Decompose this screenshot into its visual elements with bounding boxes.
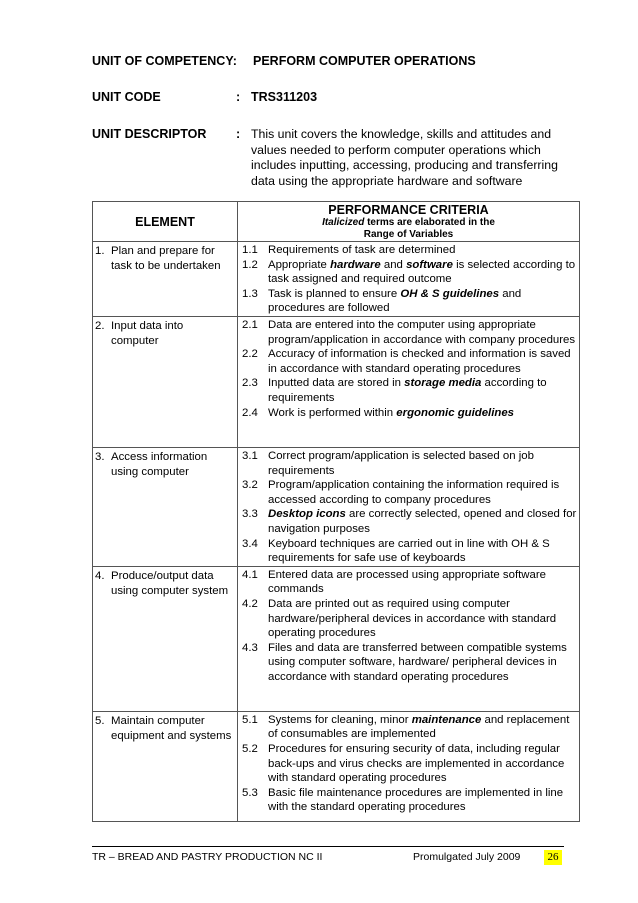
criterion-text xyxy=(268,478,577,507)
table-body xyxy=(93,242,580,822)
element-text: Input data into computer xyxy=(111,319,184,347)
criteria-header-title: PERFORMANCE CRITERIA xyxy=(328,203,489,217)
criterion-number: 2.4 xyxy=(242,406,258,419)
element-number: 2. xyxy=(95,319,105,332)
criterion-text xyxy=(268,287,577,316)
criterion-text xyxy=(268,406,577,421)
element-number: 1. xyxy=(95,245,105,257)
criterion-item xyxy=(242,597,577,641)
criterion-number: 5.2 xyxy=(242,742,258,755)
performance-criteria-table xyxy=(92,201,580,822)
element-number: 3. xyxy=(95,450,105,463)
element-cell xyxy=(93,711,238,821)
table-row xyxy=(93,711,580,821)
table-row xyxy=(93,566,580,711)
criterion-item xyxy=(242,287,577,316)
criterion-number: 1.2 xyxy=(242,258,258,271)
criterion-item xyxy=(242,406,577,421)
criterion-item xyxy=(242,568,577,597)
criterion-text-part: Systems for cleaning, minor xyxy=(268,713,412,726)
criteria-cell xyxy=(238,566,580,711)
criterion-number: 1.1 xyxy=(242,244,258,256)
criterion-item xyxy=(242,449,577,478)
criteria-column-header xyxy=(238,202,580,242)
range-of-variables-term: storage media xyxy=(404,377,482,390)
header-unit-code-colon: : xyxy=(236,90,241,104)
criterion-text-part: is selected according to task assigned and required outcome xyxy=(268,258,576,286)
criterion-number: 2.3 xyxy=(242,377,258,390)
criteria-cell xyxy=(238,711,580,821)
criterion-text xyxy=(268,449,577,478)
criterion-text xyxy=(268,376,577,405)
element-text: Produce/output data using computer system xyxy=(111,569,229,597)
element-text: Maintain computer equipment and systems xyxy=(111,714,232,742)
page-number: 26 xyxy=(544,850,562,865)
element-text: Access information using computer xyxy=(111,450,208,478)
criterion-item xyxy=(242,347,577,376)
criterion-number: 4.3 xyxy=(242,641,258,654)
criterion-number: 3.2 xyxy=(242,479,258,492)
criterion-text-part: according to requirements xyxy=(268,377,547,404)
criterion-item xyxy=(242,507,577,536)
criterion-text-part: Accuracy of information is checked and information is saved in accordance with standard operating procedures xyxy=(268,348,571,375)
element-cell xyxy=(93,316,238,447)
criterion-text xyxy=(268,742,577,786)
criterion-text xyxy=(268,507,577,536)
criterion-text-part: Inputted data are stored in xyxy=(268,377,405,390)
header-unit-descriptor-colon: : xyxy=(236,127,241,141)
criterion-text xyxy=(268,597,577,641)
element-number: 4. xyxy=(95,569,105,582)
footer-rule xyxy=(92,846,564,847)
criterion-text xyxy=(268,318,577,347)
header-competency-label: UNIT OF COMPETENCY: xyxy=(92,54,237,68)
range-of-variables-term: software xyxy=(406,258,453,271)
range-of-variables-term: OH & S guidelines xyxy=(400,287,500,300)
criterion-text-part: are correctly selected, opened and closed for navigation purposes xyxy=(268,508,577,535)
criterion-item xyxy=(242,786,577,815)
criterion-text-part: Procedures for ensuring security of data, including regular back-ups and virus checks are implemented in accordance with standard operating procedures xyxy=(268,742,565,785)
header-unit-descriptor-label: UNIT DESCRIPTOR xyxy=(92,127,207,141)
header-competency-value: PERFORM COMPUTER OPERATIONS xyxy=(253,54,476,68)
range-of-variables-term: Desktop icons xyxy=(268,508,346,521)
criteria-header-note-line2: Range of Variables xyxy=(363,229,454,240)
criterion-number: 5.3 xyxy=(242,786,258,799)
criteria-cell xyxy=(238,316,580,447)
element-number: 5. xyxy=(95,714,105,727)
range-of-variables-term: hardware xyxy=(330,258,381,271)
element-cell xyxy=(93,447,238,566)
criterion-text-part: Program/application containing the information required is accessed according to company procedures xyxy=(268,479,560,506)
criterion-text-part: Correct program/application is selected based on job requirements xyxy=(268,449,534,477)
footer-title: TR – BREAD AND PASTRY PRODUCTION NC II xyxy=(92,851,323,863)
criterion-text xyxy=(268,258,577,287)
criterion-number: 4.1 xyxy=(242,568,258,581)
table-header-row xyxy=(93,202,580,242)
header-unit-code-label: UNIT CODE xyxy=(92,90,161,104)
criterion-item xyxy=(242,318,577,347)
element-cell xyxy=(93,566,238,711)
criterion-text-part: Requirements of task are determined xyxy=(268,244,456,256)
element-header-text: ELEMENT xyxy=(135,214,195,229)
header-unit-code-value: TRS311203 xyxy=(251,90,318,104)
criterion-text xyxy=(268,713,577,742)
criterion-item xyxy=(242,243,577,258)
criterion-item xyxy=(242,641,577,685)
criterion-text-part: and xyxy=(380,258,407,271)
criterion-text xyxy=(268,243,577,258)
criterion-number: 2.2 xyxy=(242,348,258,361)
element-item xyxy=(93,317,237,349)
range-of-variables-term: ergonomic guidelines xyxy=(396,406,515,419)
criterion-item xyxy=(242,537,577,566)
criteria-cell xyxy=(238,242,580,317)
criterion-number: 2.1 xyxy=(242,318,258,331)
criterion-text xyxy=(268,641,577,685)
criterion-item xyxy=(242,742,577,786)
range-of-variables-term: maintenance xyxy=(411,713,482,726)
element-cell xyxy=(93,242,238,317)
criterion-text-part: Data are printed out as required using computer hardware/peripheral devices in accordance with standard operating procedures xyxy=(268,597,557,640)
criterion-text-part: Basic file maintenance procedures are implemented in line with the standard operating procedures xyxy=(268,786,564,814)
criterion-number: 1.3 xyxy=(242,287,258,300)
table-row xyxy=(93,316,580,447)
criterion-text xyxy=(268,786,577,815)
element-column-header xyxy=(93,202,238,242)
criterion-text-part: and replacement of consumables are implemented xyxy=(268,713,570,741)
table-row xyxy=(93,242,580,317)
criterion-text xyxy=(268,537,577,566)
element-item xyxy=(93,567,237,599)
criterion-text-part: Files and data are transferred between compatible systems using computer software, hardware/ peripheral devices in accordance with standard operating procedures xyxy=(268,641,567,683)
criterion-item xyxy=(242,376,577,405)
criterion-text xyxy=(268,568,577,597)
criterion-text-part: Task is planned to ensure xyxy=(268,287,401,300)
element-item xyxy=(93,712,237,744)
element-item xyxy=(93,448,237,480)
criterion-item xyxy=(242,478,577,507)
criterion-number: 3.1 xyxy=(242,449,258,462)
criterion-text-part: Data are entered into the computer using appropriate program/application in accordance with company procedures xyxy=(268,318,576,346)
header-unit-descriptor-value: This unit covers the knowledge, skills and attitudes and values needed to perform computer operations which includes inputting, accessing, producing and transferring data using the appropriate hardware and software xyxy=(251,127,558,188)
criterion-text-part: Work is performed within xyxy=(268,406,397,419)
criterion-item xyxy=(242,258,577,287)
element-item xyxy=(93,242,237,274)
criterion-text-part: and procedures are followed xyxy=(268,287,522,315)
criterion-number: 3.3 xyxy=(242,508,258,521)
criterion-text-part: Appropriate xyxy=(268,258,331,271)
criterion-number: 4.2 xyxy=(242,597,258,610)
criteria-header-note: Italicized terms are elaborated in the xyxy=(322,217,495,228)
table-row xyxy=(93,447,580,566)
element-text: Plan and prepare for task to be undertaken xyxy=(111,245,221,272)
footer-promulgated: Promulgated July 2009 xyxy=(413,851,521,863)
criterion-text xyxy=(268,347,577,376)
criterion-item xyxy=(242,713,577,742)
criterion-text-part: Keyboard techniques are carried out in line with OH & S requirements for safe use of keyboards xyxy=(268,537,550,565)
criterion-number: 3.4 xyxy=(242,537,258,550)
criterion-number: 5.1 xyxy=(242,713,258,726)
criteria-cell xyxy=(238,447,580,566)
criterion-text-part: Entered data are processed using appropriate software commands xyxy=(268,568,546,596)
